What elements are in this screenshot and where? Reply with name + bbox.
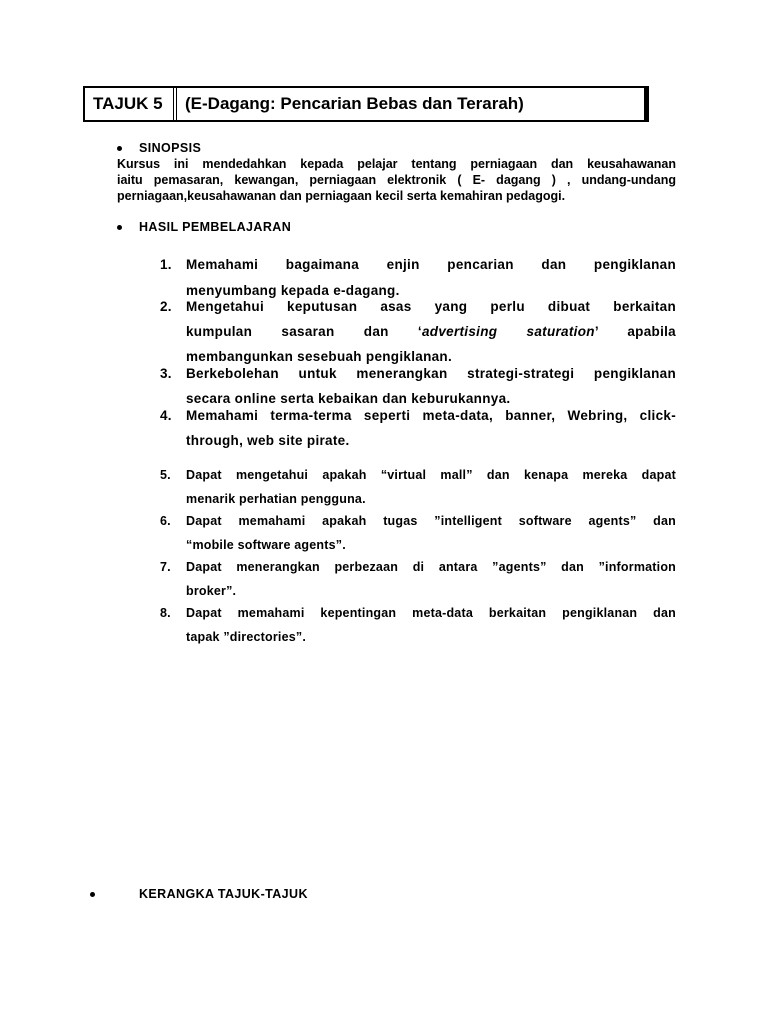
outcome-line: through, web site pirate. bbox=[186, 433, 350, 448]
outcome-line: Dapat mengetahui apakah “virtual mall” dan kenapa mereka dapat bbox=[186, 468, 676, 482]
outcome-italic-term: advertising saturation bbox=[421, 324, 595, 339]
outcome-number: 4. bbox=[160, 408, 172, 423]
kerangka-heading-label: KERANGKA TAJUK-TAJUK bbox=[139, 887, 308, 901]
outcome-number: 6. bbox=[160, 514, 171, 528]
outcome-item-4 bbox=[160, 403, 676, 453]
outcome-item-5 bbox=[160, 463, 676, 511]
bullet-icon bbox=[117, 146, 122, 151]
outcome-line: secara online serta kebaikan dan keburukannya. bbox=[186, 391, 511, 406]
bullet-icon bbox=[117, 225, 122, 230]
outcome-line: Memahami terma-terma seperti meta-data, banner, Webring, click- bbox=[186, 408, 676, 423]
outcome-line: Memahami bagaimana enjin pencarian dan pengiklanan bbox=[186, 257, 676, 272]
sinopsis-paragraph bbox=[117, 156, 676, 204]
title-table bbox=[83, 86, 649, 122]
outcome-line: tapak ”directories”. bbox=[186, 630, 307, 644]
outcome-line: “mobile software agents”. bbox=[186, 538, 346, 552]
bullet-icon bbox=[90, 892, 95, 897]
outcome-line: broker”. bbox=[186, 584, 237, 598]
outcome-line: membangunkan sesebuah pengiklanan. bbox=[186, 349, 453, 364]
sinopsis-heading bbox=[117, 141, 201, 155]
topic-number: TAJUK 5 bbox=[85, 88, 177, 120]
outcome-line bbox=[186, 319, 676, 344]
hasil-heading bbox=[117, 220, 291, 234]
outcome-text: kumpulan sasaran dan ‘ bbox=[186, 324, 422, 339]
outcome-line: Dapat memahami apakah tugas ”intelligent software agents” dan bbox=[186, 514, 676, 528]
outcome-line: menarik perhatian pengguna. bbox=[186, 492, 366, 506]
outcome-text: ’ apabila bbox=[594, 324, 676, 339]
outcome-number: 8. bbox=[160, 606, 171, 620]
outcome-number: 2. bbox=[160, 299, 172, 314]
outcome-number: 5. bbox=[160, 468, 171, 482]
sinopsis-line: iaitu pemasaran, kewangan, perniagaan elektronik ( E- dagang ) , undang-undang bbox=[117, 173, 676, 187]
outcome-item-6 bbox=[160, 509, 676, 557]
sinopsis-line: Kursus ini mendedahkan kepada pelajar tentang perniagaan dan keusahawanan bbox=[117, 157, 676, 171]
outcome-line: menyumbang kepada e-dagang. bbox=[186, 283, 400, 298]
sinopsis-heading-label: SINOPSIS bbox=[139, 141, 202, 155]
outcome-line: Dapat memahami kepentingan meta-data berkaitan pengiklanan dan bbox=[186, 606, 676, 620]
outcome-line: Dapat menerangkan perbezaan di antara ”agents” dan ”information bbox=[186, 560, 676, 574]
outcome-item-8 bbox=[160, 601, 676, 649]
outcome-number: 3. bbox=[160, 366, 172, 381]
outcome-item-7 bbox=[160, 555, 676, 603]
hasil-heading-label: HASIL PEMBELAJARAN bbox=[139, 220, 292, 234]
outcome-line: Mengetahui keputusan asas yang perlu dibuat berkaitan bbox=[186, 299, 676, 314]
topic-title: (E-Dagang: Pencarian Bebas dan Terarah) bbox=[177, 88, 647, 120]
outcome-item-2 bbox=[160, 294, 676, 369]
kerangka-heading bbox=[90, 887, 308, 901]
outcome-number: 1. bbox=[160, 257, 172, 272]
outcome-line: Berkebolehan untuk menerangkan strategi-strategi pengiklanan bbox=[186, 366, 676, 381]
sinopsis-line: perniagaan,keusahawanan dan perniagaan kecil serta kemahiran pedagogi. bbox=[117, 189, 566, 203]
outcome-number: 7. bbox=[160, 560, 171, 574]
